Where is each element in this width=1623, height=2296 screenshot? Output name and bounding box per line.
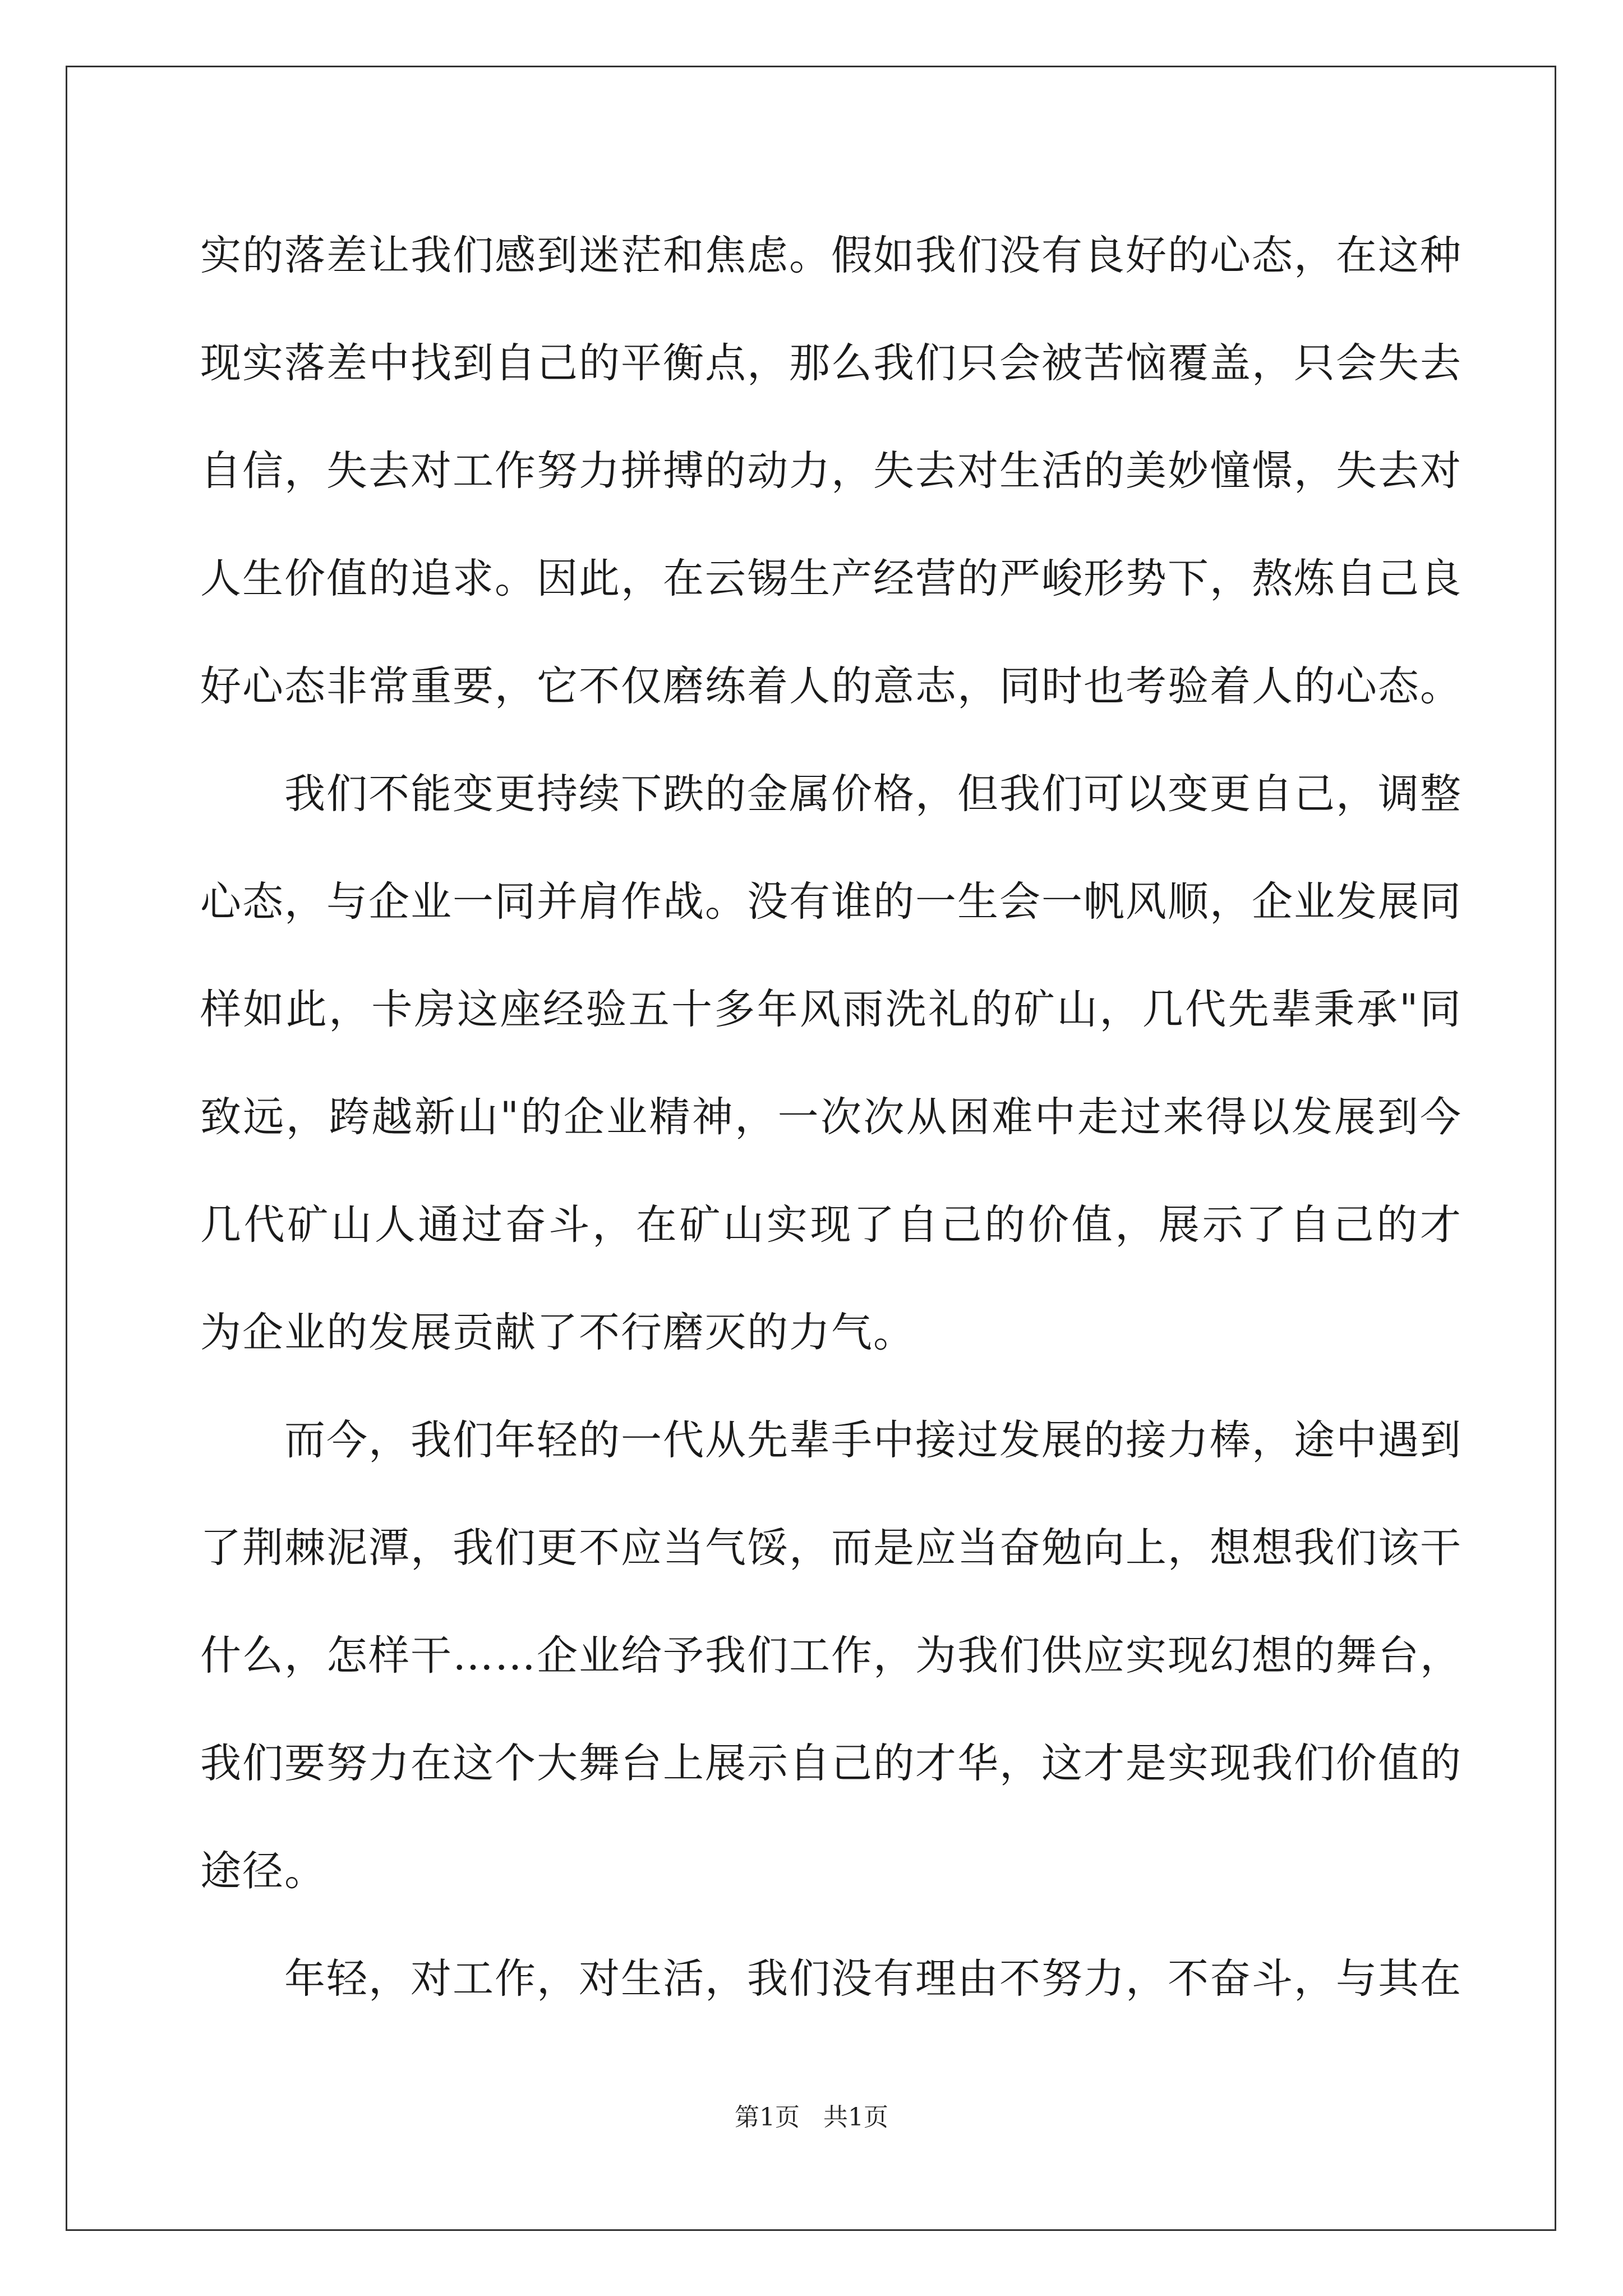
text-line: 我们不能变更持续下跌的金属价格，但我们可以变更自己，调整 — [200, 770, 1462, 818]
document-body — [200, 202, 1462, 2033]
text-line: 人生价值的追求。因此，在云锡生产经营的严峻形势下，熬炼自己良 — [200, 555, 1462, 602]
text-line: 现实落差中找到自己的平衡点，那么我们只会被苦恼覆盖，只会失去 — [200, 339, 1462, 387]
text-line: 途径。 — [200, 1847, 326, 1895]
text-line: 致远，跨越新山"的企业精神，一次次从困难中走过来得以发展到今 — [200, 1093, 1462, 1141]
text-line: 实的落差让我们感到迷茫和焦虑。假如我们没有良好的心态，在这种 — [200, 232, 1462, 279]
text-line: 为企业的发展贡献了不行磨灭的力气。 — [200, 1309, 915, 1356]
text-line: 什么，怎样干……企业给予我们工作，为我们供应实现幻想的舞台， — [200, 1632, 1462, 1680]
text-line: 几代矿山人通过奋斗，在矿山实现了自己的价值，展示了自己的才 — [200, 1201, 1462, 1249]
text-line: 了荆棘泥潭，我们更不应当气馁，而是应当奋勉向上，想想我们该干 — [200, 1524, 1462, 1572]
text-line: 我们要努力在这个大舞台上展示自己的才华，这才是实现我们价值的 — [200, 1740, 1462, 1787]
page-footer: 第1页 共1页 — [735, 2103, 888, 2132]
text-line: 心态，与企业一同并肩作战。没有谁的一生会一帆风顺，企业发展同 — [200, 878, 1462, 926]
text-line: 好心态非常重要，它不仅磨练着人的意志，同时也考验着人的心态。 — [200, 662, 1462, 710]
text-line: 样如此，卡房这座经验五十多年风雨洗礼的矿山，几代先辈秉承"同 — [200, 986, 1462, 1033]
text-line: 年轻，对工作，对生活，我们没有理由不努力，不奋斗，与其在 — [200, 1955, 1462, 2003]
text-line: 自信，失去对工作努力拼搏的动力，失去对生活的美妙憧憬，失去对 — [200, 447, 1462, 495]
text-line: 而今，我们年轻的一代从先辈手中接过发展的接力棒，途中遇到 — [200, 1416, 1462, 1464]
